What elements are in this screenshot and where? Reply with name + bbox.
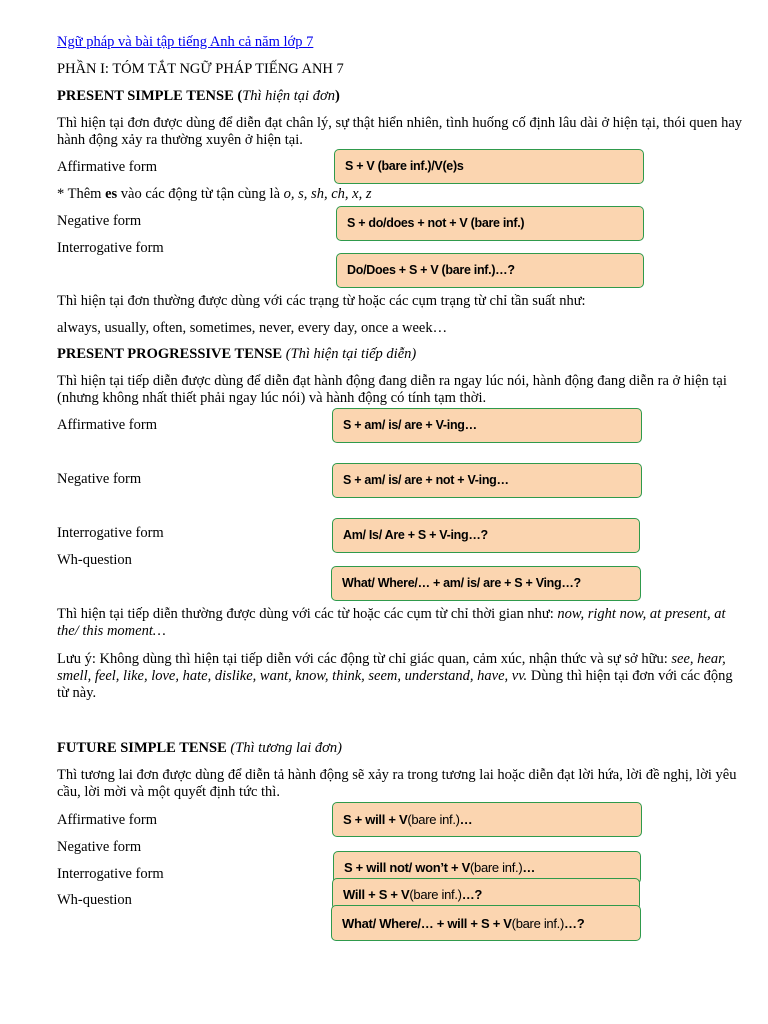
- formula-main: What/ Where/… + will + S + V: [342, 915, 512, 931]
- present-progressive-wh-label: Wh-question: [57, 552, 132, 568]
- future-simple-wh-formula: [331, 905, 641, 941]
- formula-end: …?: [461, 886, 483, 902]
- future-simple-wh-label: Wh-question: [57, 892, 132, 908]
- adverbs-intro: Thì hiện tại đơn thường được dùng với các trạng từ hoặc các cụm trạng từ chỉ tần suất như:: [57, 293, 586, 309]
- note-verbs: see, hear, smell, feel, like, love, hate, dislike, want, know, think, seem, understand, have, vv.: [57, 651, 726, 684]
- present-simple-interrogative-label: Interrogative form: [57, 240, 164, 256]
- present-progressive-negative-formula: S + am/ is/ are + not + V-ing…: [332, 463, 642, 498]
- present-simple-heading: [57, 88, 340, 105]
- es-note-prefix: * Thêm: [57, 186, 106, 202]
- heading-subtitle: (Thì hiện tại tiếp diễn): [285, 346, 417, 362]
- formula-end: …: [459, 812, 473, 827]
- document-link[interactable]: Ngữ pháp và bài tập tiếng Anh cả năm lớp 7: [57, 34, 314, 50]
- heading-title: FUTURE SIMPLE TENSE: [57, 740, 227, 756]
- es-note-mid: vào các động từ tận cùng là: [117, 186, 284, 202]
- present-progressive-interrogative-formula: Am/ Is/ Are + S + V-ing…?: [332, 518, 640, 553]
- note-intro: Lưu ý: Không dùng thì hiện tại tiếp diễn với các động từ chỉ giác quan, cảm xúc, nhận thức và sự sở hữu:: [57, 651, 672, 667]
- part-title: PHẦN I: TÓM TẮT NGỮ PHÁP TIẾNG ANH 7: [57, 61, 344, 77]
- present-progressive-heading: [57, 346, 416, 363]
- formula-paren: (bare inf.): [470, 860, 523, 875]
- present-progressive-affirmative-label: Affirmative form: [57, 417, 157, 433]
- present-simple-affirmative-label: Affirmative form: [57, 159, 157, 175]
- present-simple-negative-formula: S + do/does + not + V (bare inf.): [336, 206, 644, 241]
- future-simple-affirmative-label: Affirmative form: [57, 812, 157, 828]
- present-progressive-interrogative-label: Interrogative form: [57, 525, 164, 541]
- present-progressive-negative-label: Negative form: [57, 471, 142, 487]
- heading-title: PRESENT PROGRESSIVE TENSE: [57, 346, 283, 362]
- es-note-bold: es: [105, 186, 118, 202]
- heading-close-paren: ): [334, 88, 340, 104]
- adverbs-list: always, usually, often, sometimes, never, every day, once a week…: [57, 320, 448, 336]
- formula-main: S + will not/ won’t + V: [344, 860, 471, 875]
- formula-main: S + will + V: [343, 812, 408, 827]
- formula-paren: (bare inf.): [407, 812, 460, 827]
- heading-subtitle: (Thì tương lai đơn): [230, 740, 342, 756]
- present-progressive-description: Thì hiện tại tiếp diễn được dùng để diễn đạt hành động đang diễn ra ngay lúc nói, hành động đang diễn ra ở hiện tại (nhưng không nhất thiết phải ngay lúc nói) và hành động có tính tạm thời.: [57, 373, 727, 406]
- heading-open-paren: (: [233, 88, 243, 104]
- time-intro: Thì hiện tại tiếp diễn thường được dùng với các từ hoặc các cụm từ chỉ thời gian như:: [57, 606, 558, 622]
- es-note: [57, 186, 371, 203]
- progressive-note: [57, 651, 747, 702]
- formula-main: Will + S + V: [343, 886, 410, 902]
- future-simple-affirmative-formula: [332, 802, 642, 837]
- note-end: Dùng thì hiện tại đơn với các động từ này.: [57, 668, 733, 701]
- formula-end: …: [522, 860, 536, 875]
- present-progressive-wh-formula: What/ Where/… + am/ is/ are + S + Ving…?: [331, 566, 641, 601]
- es-note-endings: o, s, sh, ch, x, z: [283, 186, 372, 202]
- heading-subtitle: Thì hiện tại đơn: [242, 88, 335, 104]
- future-simple-description: Thì tương lai đơn được dùng để diễn tả hành động sẽ xảy ra trong tương lai hoặc diễn đạt lời hứa, lời đề nghị, lời yêu cầu, lời mời và một quyết định tức thì.: [57, 767, 737, 800]
- present-simple-affirmative-formula: S + V (bare inf.)/V(e)s: [334, 149, 644, 184]
- present-simple-negative-label: Negative form: [57, 213, 142, 229]
- heading-title: PRESENT SIMPLE TENSE: [57, 88, 234, 104]
- present-simple-description: Thì hiện tại đơn được dùng để diễn đạt chân lý, sự thật hiển nhiên, tình huống cố định lâu dài ở hiện tại, thói quen hay hành động xảy ra thường xuyên ở hiện tại.: [57, 115, 743, 148]
- time-list: now, right now, at present, at the/ this moment…: [57, 606, 726, 639]
- present-progressive-affirmative-formula: S + am/ is/ are + V-ing…: [332, 408, 642, 443]
- time-expressions: [57, 606, 747, 640]
- future-simple-negative-label: Negative form: [57, 839, 142, 855]
- formula-end: …?: [564, 915, 585, 931]
- future-simple-heading: [57, 740, 342, 757]
- future-simple-interrogative-label: Interrogative form: [57, 866, 164, 882]
- formula-paren: (bare inf.): [409, 886, 462, 902]
- present-simple-interrogative-formula: Do/Does + S + V (bare inf.)…?: [336, 253, 644, 288]
- formula-paren: (bare inf.): [511, 915, 565, 931]
